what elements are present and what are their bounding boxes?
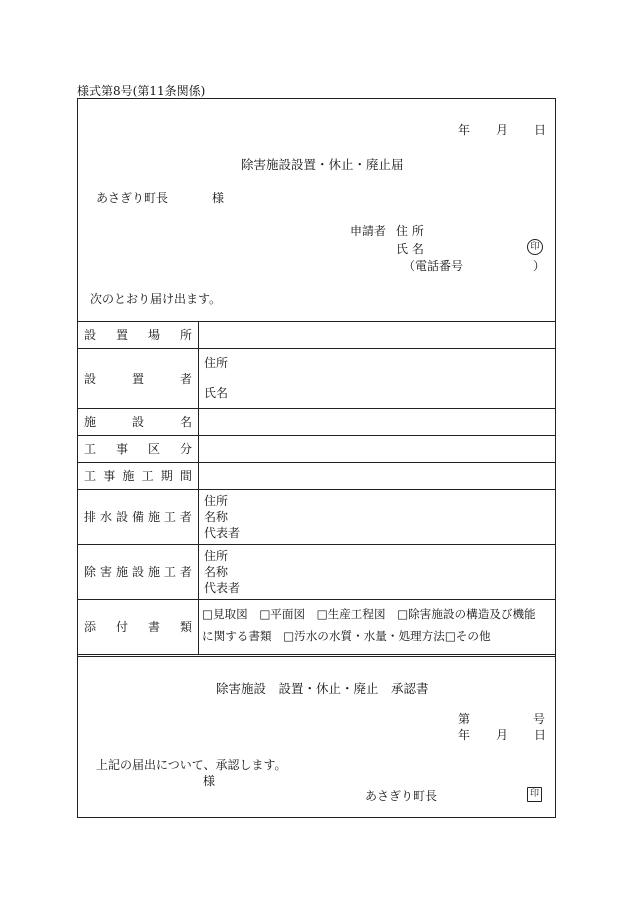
label-char: 書	[147, 620, 160, 634]
column-divider	[198, 321, 199, 654]
row-label-installer	[84, 348, 192, 408]
label-char: 事	[115, 442, 128, 456]
label-char: 施	[147, 510, 160, 524]
label-char: 添	[84, 620, 97, 634]
label-char: 設	[131, 565, 144, 579]
row-label-facility-name	[84, 408, 192, 435]
applicant-address-label: 住 所	[396, 224, 424, 238]
label-char: 名	[179, 415, 192, 429]
label-char: 事	[103, 469, 116, 483]
row-label-work-category	[84, 435, 192, 462]
applicant-label: 申請者	[350, 224, 387, 238]
label-char: 工	[163, 565, 176, 579]
approval-seal	[527, 785, 542, 802]
intro-text: 次のとおり届け出ます。	[90, 292, 222, 306]
label-char: 施	[115, 565, 128, 579]
label-char: 区	[147, 442, 160, 456]
approval-statement: 上記の届出について、承認します。	[96, 758, 287, 772]
contractor-address-label: 住所	[204, 549, 229, 563]
drain-contractor-fields	[204, 493, 240, 541]
addressee: あさぎり町長	[96, 191, 169, 205]
label-char: 設	[84, 328, 97, 342]
label-char: 者	[179, 510, 192, 524]
label-char: 所	[179, 328, 192, 342]
label-char: 設	[84, 371, 97, 386]
seal-icon: 印	[527, 239, 543, 255]
phone-close: ）	[533, 259, 546, 273]
approval-number	[458, 710, 545, 727]
label-char: 施	[147, 565, 160, 579]
applicant-name-label: 氏 名	[396, 242, 424, 256]
approval-title: 除害施設 設置・休止・廃止 承認書	[216, 681, 429, 696]
label-char: 間	[179, 469, 192, 483]
approval-issuer: あさぎり町長	[365, 789, 438, 803]
contractor-rep-label: 代表者	[204, 581, 241, 595]
label-char: 工	[84, 442, 97, 456]
label-char: 設	[131, 415, 144, 429]
label-char: 場	[147, 328, 160, 342]
addressee-honorific: 様	[212, 191, 225, 205]
label-char: 者	[179, 565, 192, 579]
date-year: 年	[458, 123, 471, 137]
label-char: 設	[115, 510, 128, 524]
date-day: 日	[534, 123, 547, 137]
row-label-location	[84, 321, 192, 348]
contractor-address-label: 住所	[204, 494, 229, 508]
seal-icon: 印	[527, 787, 542, 802]
row-label-work-period	[84, 462, 192, 489]
form-number: 様式第8号(第11条関係)	[77, 84, 206, 98]
date-day: 日	[534, 728, 547, 742]
row-label-treat-contractor	[84, 544, 192, 599]
label-char: 工	[84, 469, 97, 483]
label-char: 者	[179, 371, 192, 386]
label-char: 置	[115, 328, 128, 342]
label-char: 除	[84, 565, 97, 579]
header-date	[458, 121, 546, 138]
attachment-line-2: に関する書類 □汚水の水質・水量・処理方法□その他	[202, 629, 491, 643]
label-char: 付	[115, 620, 128, 634]
label-char: 工	[141, 469, 154, 483]
contractor-company-label: 名称	[204, 510, 229, 524]
form-frame	[77, 98, 556, 818]
installer-name-label: 氏名	[204, 386, 229, 400]
label-char: 施	[122, 469, 135, 483]
row-label-attachments	[84, 599, 192, 654]
label-char: 害	[99, 565, 112, 579]
date-month: 月	[496, 123, 509, 137]
date-month: 月	[496, 728, 509, 742]
approval-number-prefix: 第	[458, 712, 471, 726]
applicant-seal	[527, 238, 543, 255]
installer-address-label: 住所	[204, 356, 229, 370]
section-divider	[78, 654, 555, 657]
attachment-checklist	[202, 603, 536, 647]
contractor-company-label: 名称	[204, 565, 229, 579]
label-char: 施	[84, 415, 97, 429]
contractor-rep-label: 代表者	[204, 526, 241, 540]
label-char: 備	[131, 510, 144, 524]
approval-honorific: 様	[203, 774, 216, 788]
label-char: 排	[84, 510, 97, 524]
form-title: 除害施設設置・休止・廃止届	[241, 157, 404, 172]
date-year: 年	[458, 728, 471, 742]
label-char: 分	[179, 442, 192, 456]
attachment-line-1: □見取図 □平面図 □生産工程図 □除害施設の構造及び機能	[202, 607, 536, 621]
approval-number-suffix: 号	[533, 712, 546, 726]
phone-label: （電話番号	[403, 259, 464, 273]
label-char: 水	[99, 510, 112, 524]
row-label-drain-contractor	[84, 489, 192, 544]
treat-contractor-fields	[204, 548, 240, 596]
label-char: 期	[160, 469, 173, 483]
label-char: 工	[163, 510, 176, 524]
label-char: 置	[131, 371, 144, 386]
approval-date	[458, 726, 546, 743]
label-char: 類	[179, 620, 192, 634]
